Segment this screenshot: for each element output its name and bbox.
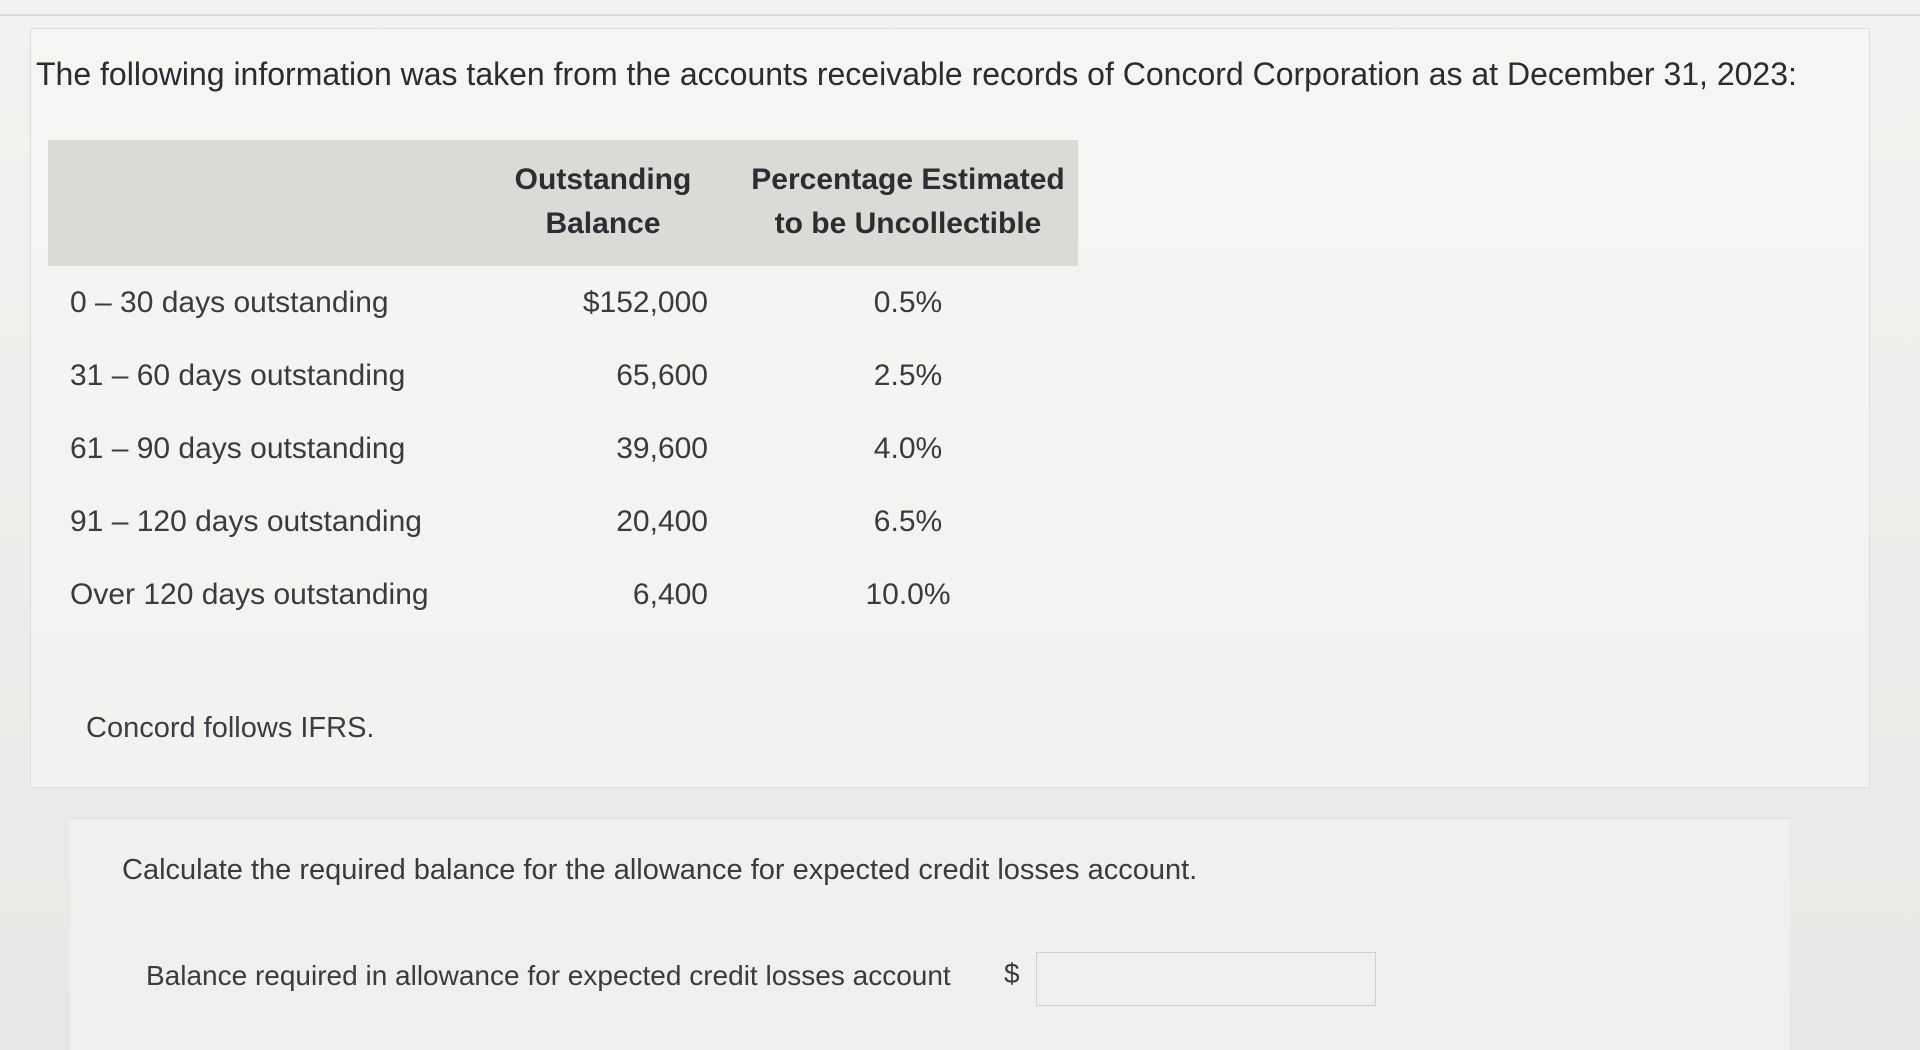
ifrs-note: Concord follows IFRS. xyxy=(86,712,375,744)
answer-panel xyxy=(70,818,1790,1050)
header-percentage-uncollectible xyxy=(738,140,1078,266)
row-balance: $152,000 xyxy=(582,285,708,319)
header-rate-line2: to be Uncollectible xyxy=(774,207,1042,240)
row-balance: 65,600 xyxy=(616,358,708,392)
row-rate: 6.5% xyxy=(873,504,943,538)
table-row xyxy=(48,558,1078,631)
intro-text: The following information was taken from the accounts receivable records of Concord Corporation as at December 31, 2023: xyxy=(36,56,1797,92)
header-balance-line1: Outstanding xyxy=(514,163,692,196)
row-rate: 4.0% xyxy=(873,431,943,465)
row-label: 0 – 30 days outstanding xyxy=(70,285,389,319)
row-label: Over 120 days outstanding xyxy=(70,577,429,611)
row-label: 61 – 90 days outstanding xyxy=(70,431,406,465)
row-balance: 39,600 xyxy=(616,431,708,465)
table-row xyxy=(48,266,1078,339)
row-rate: 10.0% xyxy=(865,577,951,611)
row-rate: 2.5% xyxy=(873,358,943,392)
allowance-balance-input[interactable] xyxy=(1036,952,1376,1006)
top-divider xyxy=(0,14,1920,16)
row-balance: 6,400 xyxy=(632,577,708,611)
row-rate: 0.5% xyxy=(873,285,943,319)
row-label: 91 – 120 days outstanding xyxy=(70,504,422,538)
answer-label: Balance required in allowance for expected credit losses account xyxy=(146,960,951,991)
table-row xyxy=(48,412,1078,485)
header-balance-line2: Balance xyxy=(545,207,661,240)
header-blank-cell xyxy=(48,140,468,266)
row-label: 31 – 60 days outstanding xyxy=(70,358,406,392)
dollar-sign: $ xyxy=(1004,958,1020,989)
header-outstanding-balance xyxy=(468,140,738,266)
aging-table xyxy=(48,140,1078,631)
instruction-text: Calculate the required balance for the allowance for expected credit losses account. xyxy=(122,854,1198,886)
header-rate-line1: Percentage Estimated xyxy=(751,163,1065,196)
table-row xyxy=(48,485,1078,558)
table-row xyxy=(48,339,1078,412)
table-header-row xyxy=(48,140,1078,266)
row-balance: 20,400 xyxy=(616,504,708,538)
